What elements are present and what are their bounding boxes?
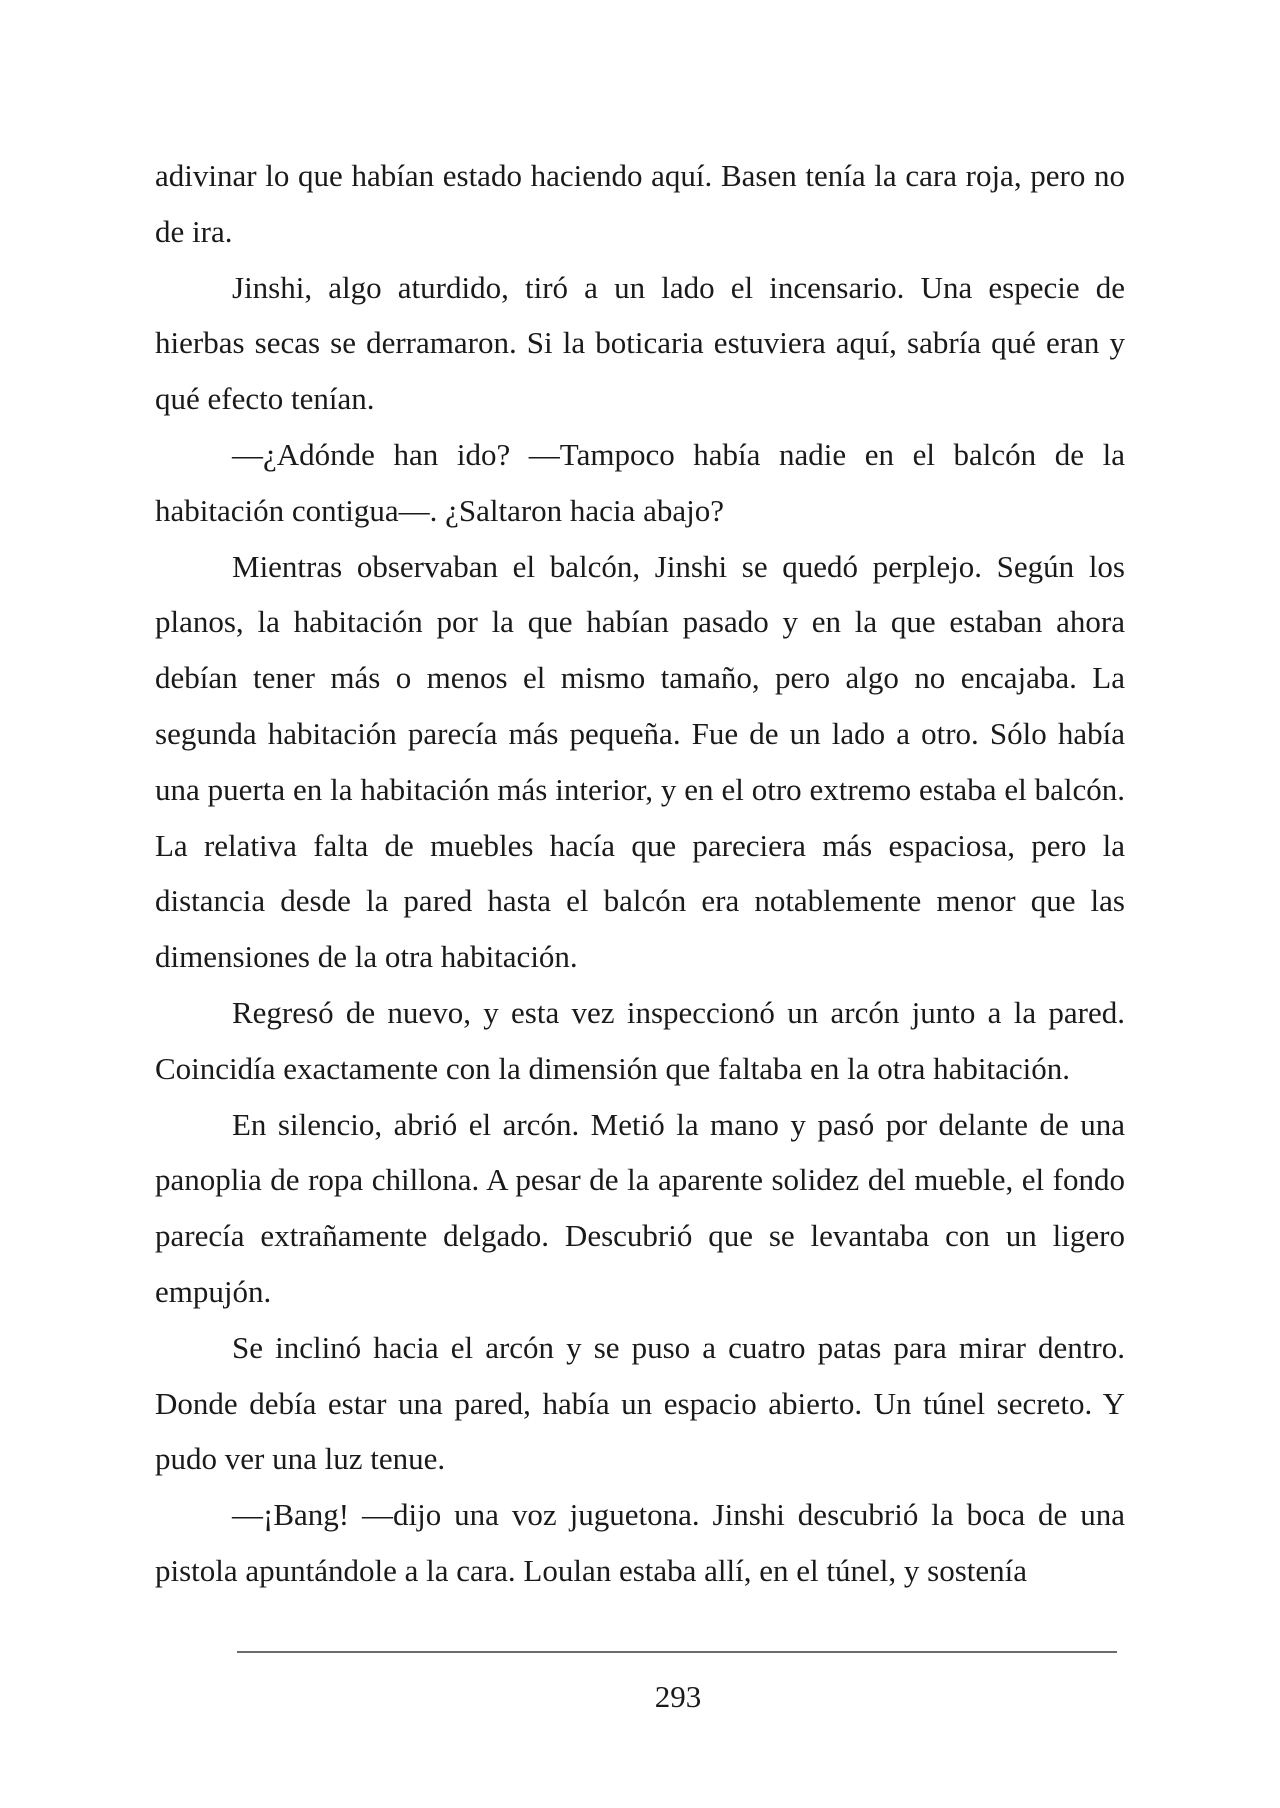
paragraph: —¡Bang! —dijo una voz juguetona. Jinshi descubrió la boca de una pistola apuntándole a la cara. Loulan estaba allí, en el túnel, y sostenía [155,1497,1125,1588]
paragraph-continuation: adivinar lo que habían estado haciendo aquí. Basen tenía la cara roja, pero no de ira. [155,158,1125,249]
paragraph: Mientras observaban el balcón, Jinshi se quedó perplejo. Según los planos, la habitación por la que habían pasado y en la que estaban ahora debían tener más o menos el mismo tamaño, pero algo no encajaba. La segunda habitación parecía más pequeña. Fue de un lado a otro. Sólo había una puerta en la habitación más interior, y en el otro extremo estaba el balcón. La relativa falta de muebles hacía que pareciera más espaciosa, pero la distancia desde la pared hasta el balcón era notablemente menor que las dimensiones de la otra habitación. [155,548,1125,975]
paragraph: Regresó de nuevo, y esta vez inspeccionó un arcón junto a la pared. Coincidía exactamente con la dimensión que faltaba en la otra habitación. [155,994,1125,1086]
footer-divider [237,1651,1117,1653]
body-text [155,148,1125,1599]
paragraph: —¿Adónde han ido? —Tampoco había nadie en el balcón de la habitación contigua—. ¿Saltaron hacia abajo? [155,436,1125,528]
page-number: 293 [654,1679,702,1714]
paragraph: Se inclinó hacia el arcón y se puso a cuatro patas para mirar dentro. Donde debía estar una pared, había un espacio abierto. Un túnel secreto. Y pudo ver una luz tenue. [155,1329,1125,1477]
paragraph: Jinshi, algo aturdido, tiró a un lado el incensario. Una especie de hierbas secas se derramaron. Si la boticaria estuviera aquí, sabría qué eran y qué efecto tenían. [155,269,1125,417]
paragraph: En silencio, abrió el arcón. Metió la mano y pasó por delante de una panoplia de ropa chillona. A pesar de la aparente solidez del mueble, el fondo parecía extrañamente delgado. Descubrió que se levantaba con un ligero empujón. [155,1106,1125,1309]
